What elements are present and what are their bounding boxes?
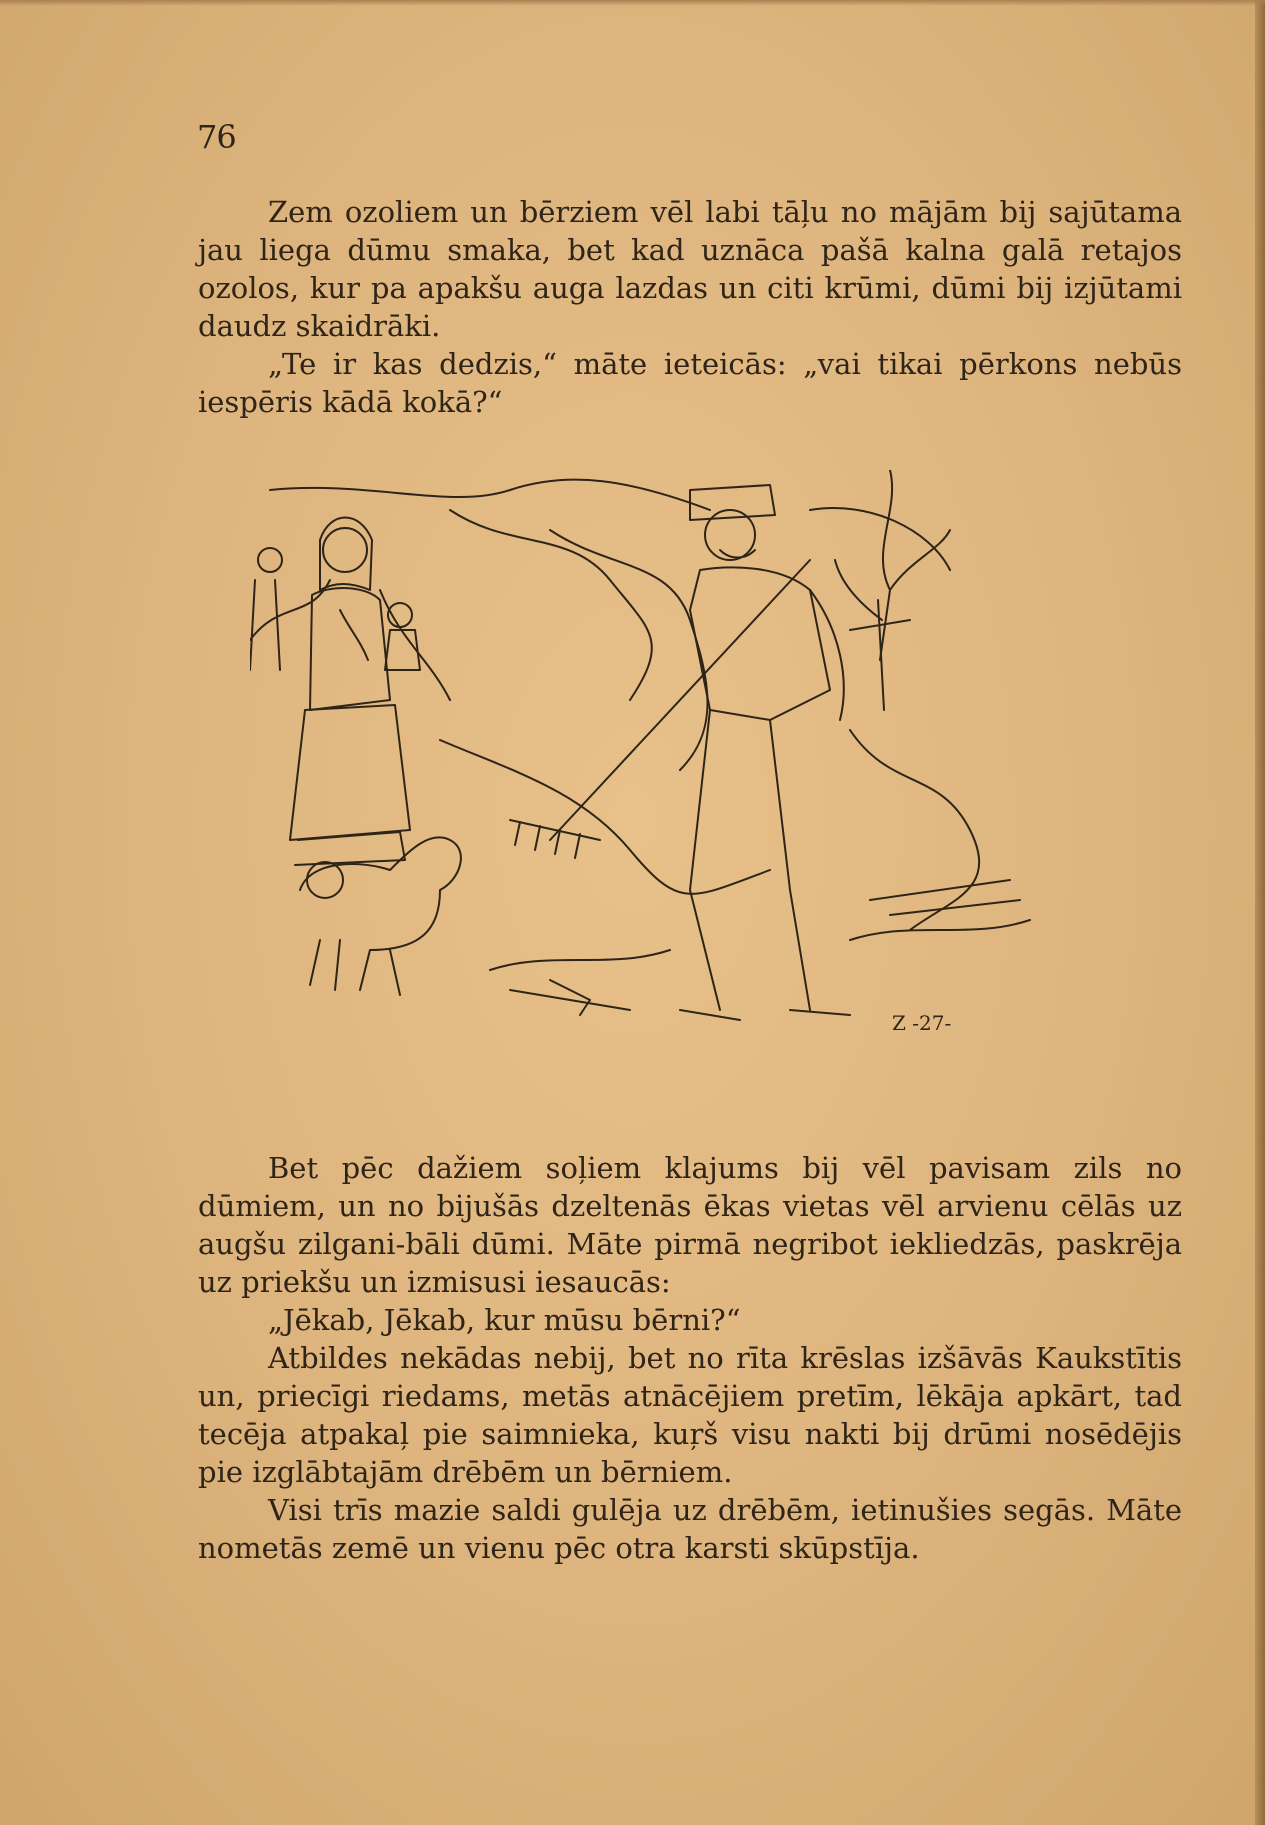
ground-line xyxy=(850,920,1030,940)
man-cap xyxy=(690,485,775,520)
man-arm xyxy=(810,590,844,720)
paragraph: „Jēkab, Jēkab, kur mūsu bērni?“ xyxy=(268,1303,741,1337)
woman-arm xyxy=(340,610,368,660)
woman-apron xyxy=(290,705,410,840)
smoke-line xyxy=(450,510,652,700)
paragraph: „Te ir kas dedzis,“ māte ieteicās: „vai tikai pērkons nebūs iespēris kādā kokā?“ xyxy=(198,347,1182,419)
figure-head xyxy=(258,548,282,572)
woman-head xyxy=(323,528,367,572)
man-torso xyxy=(690,567,830,720)
paragraph: Zem ozoliem un bērziem vēl labi tāļu no mājām bij sajūtama jau liega dūmu smaka, bet kad uznāca pašā kalna galā retajos ozolos, kur pa apakšu auga lazdas un citi krūmi, dūmi bij izjūtami daudz skaidrāki. xyxy=(198,195,1182,343)
ground-line xyxy=(490,950,670,970)
debris xyxy=(510,980,630,1015)
rake-handle xyxy=(550,560,810,840)
text-block-top xyxy=(198,193,1182,421)
man-feet xyxy=(680,1010,850,1020)
illustration-drawing xyxy=(250,470,1095,1120)
woman-bodice xyxy=(310,588,390,710)
man-legs xyxy=(690,710,810,1010)
bush-line xyxy=(250,580,330,640)
smoke-line xyxy=(440,740,770,894)
log xyxy=(870,880,1020,915)
cross-marker xyxy=(850,600,910,710)
smoke-line xyxy=(550,530,708,770)
paragraph: Visi trīs mazie saldi gulēja uz drēbēm, ietinušies segās. Māte nometās zemē un vienu pēc otra karsti skūpstīja. xyxy=(198,1493,1182,1565)
woman-skirt-hem xyxy=(295,832,405,865)
paragraph: Atbildes nekādas nebij, bet no rīta krēslas izšāvās Kaukstītis un, priecīgi riedams, metās atnācējiem pretīm, lēkāja apkārt, tad tecēja atpakaļ pie saimnieka, kuŗš visu nakti bij drūmi nosēdējis pie izglābtajām drēbēm un bērniem. xyxy=(198,1341,1182,1489)
smoke-line xyxy=(810,508,950,570)
artist-signature: Z -27- xyxy=(892,1011,952,1035)
smoke-line xyxy=(270,480,710,510)
page-number: 76 xyxy=(197,118,236,156)
illustration xyxy=(250,470,1095,1120)
paragraph: Bet pēc dažiem soļiem klajums bij vēl pavisam zils no dūmiem, un no bijušās dzeltenās ēkas vietas vēl arvienu cēlās uz augšu zilgani-bāli dūmi. Māte pirmā negribot iekliedzās, paskrēja uz priekšu un izmisusi iesaucās: xyxy=(198,1151,1182,1299)
bare-tree xyxy=(835,470,950,660)
text-block-bottom xyxy=(198,1149,1182,1567)
rake-head xyxy=(510,820,600,858)
